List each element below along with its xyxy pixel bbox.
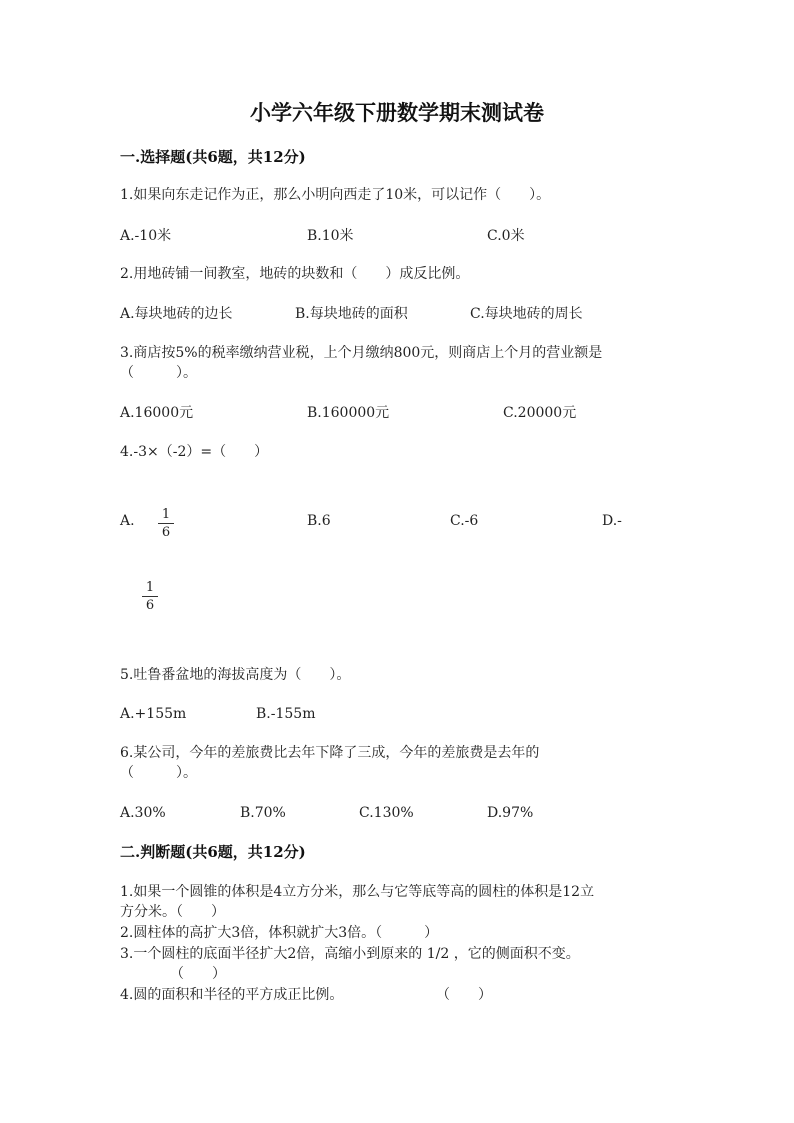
question-6-line-1: 6.某公司，今年的差旅费比去年下降了三成，今年的差旅费是去年的 xyxy=(120,745,540,761)
question-4: 4.-3×（-2）=（ ） xyxy=(120,444,269,460)
q6-option-b: B.70% xyxy=(240,805,286,821)
q6-option-a: A.30% xyxy=(120,805,166,821)
judge-question-2: 2.圆柱体的高扩大3倍，体积就扩大3倍。（ ） xyxy=(120,925,439,941)
q4-option-b: B.6 xyxy=(307,513,331,529)
section-heading-judgement: 二.判断题(共6题，共12分) xyxy=(120,843,306,861)
judge-question-4: 4.圆的面积和半径的平方成正比例。 xyxy=(120,987,344,1003)
section-heading-choice: 一.选择题(共6题，共12分) xyxy=(120,148,306,166)
q4-option-d-fraction xyxy=(142,580,158,613)
question-2: 2.用地砖铺一间教室，地砖的块数和（ ）成反比例。 xyxy=(120,266,470,282)
fraction-bar xyxy=(158,523,174,524)
judge-question-1-line-1: 1.如果一个圆锥的体积是4立方分米，那么与它等底等高的圆柱的体积是12立 xyxy=(120,884,595,900)
fraction-numerator: 1 xyxy=(145,580,155,595)
q1-option-c: C.0米 xyxy=(487,228,525,244)
q1-option-b: B.10米 xyxy=(307,228,354,244)
q1-option-a: A.-10米 xyxy=(120,228,172,244)
fraction-bar xyxy=(142,596,158,597)
question-3-line-2: （ ）。 xyxy=(120,365,197,381)
q3-option-c: C.20000元 xyxy=(503,405,577,421)
q4-option-a-fraction xyxy=(158,507,174,540)
q4-option-d: D.- xyxy=(602,513,622,529)
q5-option-b: B.-155m xyxy=(256,706,316,722)
question-6-line-2: （ ）。 xyxy=(120,765,197,781)
fraction-numerator: 1 xyxy=(161,507,171,522)
q3-option-a: A.16000元 xyxy=(120,405,194,421)
q3-option-b: B.160000元 xyxy=(307,405,390,421)
q4-option-c: C.-6 xyxy=(450,513,479,529)
judge-question-4-blank: （ ） xyxy=(436,987,492,1003)
fraction-denominator: 6 xyxy=(161,525,171,540)
question-5: 5.吐鲁番盆地的海拔高度为（ ）。 xyxy=(120,667,351,683)
q2-option-b: B.每块地砖的面积 xyxy=(295,306,408,322)
q6-option-d: D.97% xyxy=(487,805,534,821)
fraction-denominator: 6 xyxy=(145,598,155,613)
page-title: 小学六年级下册数学期末测试卷 xyxy=(250,100,544,125)
question-1: 1.如果向东走记作为正，那么小明向西走了10米，可以记作（ ）。 xyxy=(120,187,551,203)
q2-option-c: C.每块地砖的周长 xyxy=(470,306,583,322)
q5-option-a: A.+155m xyxy=(120,706,187,722)
q4-option-a: A. xyxy=(120,513,135,529)
q2-option-a: A.每块地砖的边长 xyxy=(120,306,233,322)
judge-question-1-line-2: 方分米。（ ） xyxy=(120,904,225,920)
judge-question-3-line-1: 3.一个圆柱的底面半径扩大2倍，高缩小到原来的 1/2 ，它的侧面积不变。 xyxy=(120,946,580,962)
question-3-line-1: 3.商店按5%的税率缴纳营业税，上个月缴纳800元，则商店上个月的营业额是 xyxy=(120,345,603,361)
judge-question-3-line-2: （ ） xyxy=(170,966,226,982)
q6-option-c: C.130% xyxy=(359,805,414,821)
